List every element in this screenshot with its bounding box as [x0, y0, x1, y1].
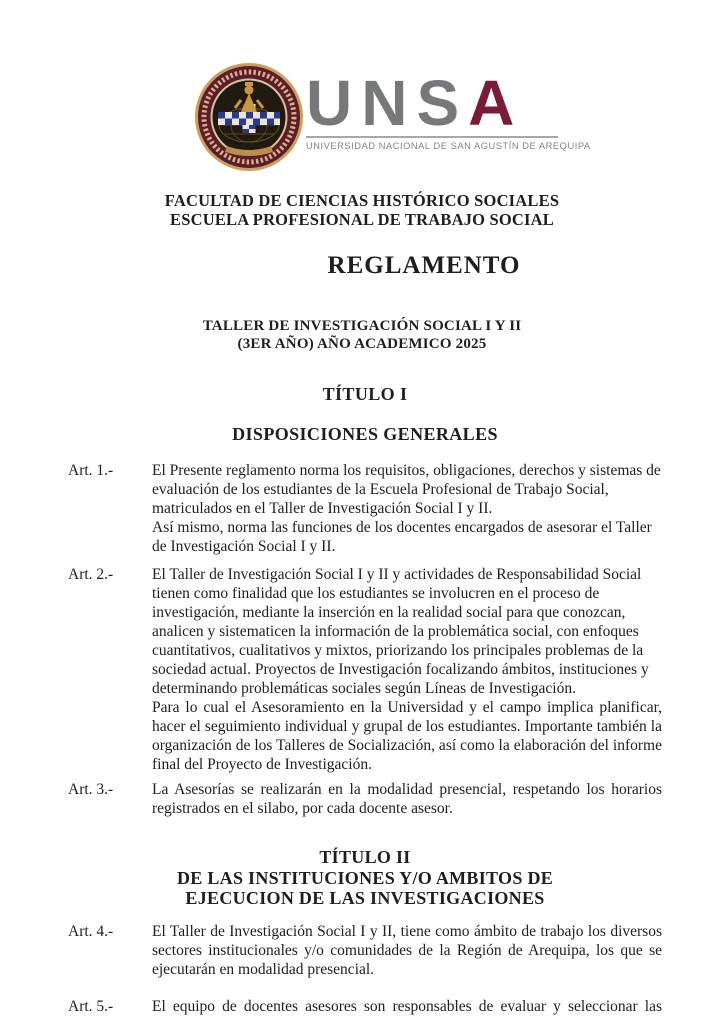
- article-4-paragraph-1: El Taller de Investigación Social I y II, tiene como ámbito de trabajo los diversos sectores institucionales y/o comunidades de la Región de Arequipa, los que se ejecutarán en modalidad presencial.: [152, 922, 662, 978]
- article-4-label: Art. 4.-: [68, 922, 114, 940]
- article-2-paragraph-2: Para lo cual el Asesoramiento en la Universidad y el campo implica planificar, hacer el seguimiento individual y grupal de los estudiantes. Importante también la organización de los Talleres de Socialización, así como la elaboración del informe final del Proyecto de Investigación.: [152, 699, 662, 773]
- document-subtitle: [0, 318, 724, 353]
- article-1: [68, 461, 662, 556]
- article-5: [68, 997, 662, 1016]
- article-2-text: [152, 565, 662, 774]
- unsa-acronym: [306, 67, 591, 139]
- article-1-paragraph-1: El Presente reglamento norma los requisitos, obligaciones, derechos y sistemas de evaluación de los estudiantes de la Escuela Profesional de Trabajo Social, matriculados en el Taller de Investigación Social I y II.: [152, 462, 661, 517]
- school-line: ESCUELA PROFESIONAL DE TRABAJO SOCIAL: [170, 209, 554, 229]
- article-2-paragraph-1: El Taller de Investigación Social I y II y actividades de Responsabilidad Social tienen como finalidad que los estudiantes se involucren en el proceso de investigación, mediante la inserción en la realidad social para que conozcan, analicen y sistematicen la información de la problemática social, con enfoques cuantitativos, cualitativos y mixtos, priorizando los principales problemas de la sociedad actual. Proyectos de Investigación focalizando ámbitos, instituciones y determinando problemáticas sociales según Líneas de Investigación.: [152, 566, 649, 697]
- article-3: [68, 780, 662, 818]
- article-1-paragraph-2: Así mismo, norma las funciones de los docentes encargados de asesorar el Taller de Investigación Social I y II.: [152, 519, 652, 555]
- titulo-2-line-1: TÍTULO II: [319, 847, 411, 867]
- article-3-text: [152, 780, 662, 818]
- titulo-1-heading: TÍTULO I: [322, 384, 408, 404]
- article-2: [68, 565, 662, 774]
- article-3-label: Art. 3.-: [68, 781, 114, 798]
- article-5-label: Art. 5.-: [68, 997, 114, 1015]
- article-1-label: Art. 1.-: [68, 462, 114, 479]
- article-2-label: Art. 2.-: [68, 566, 114, 583]
- faculty-heading: [0, 192, 724, 229]
- titulo-1-subheading: DISPOSICIONES GENERALES: [232, 424, 498, 444]
- university-name: UNIVERSIDAD NACIONAL DE SAN AGUSTÍN DE AREQUIPA: [306, 141, 591, 151]
- document-title: REGLAMENTO: [327, 252, 521, 279]
- article-4-text: [152, 922, 662, 979]
- unsa-logo: [194, 62, 591, 172]
- article-3-paragraph-1: La Asesorías se realizarán en la modalidad presencial, respetando los horarios registrados en el silabo, por cada docente asesor.: [152, 781, 662, 817]
- unsa-acronym-accent: A: [468, 67, 524, 139]
- unsa-logotype: [306, 62, 591, 151]
- article-5-text: [152, 997, 662, 1016]
- document-body: [68, 384, 662, 1024]
- unsa-acronym-gray: UNS: [306, 67, 469, 139]
- article-1-text: [152, 461, 662, 556]
- titulo-2-line-2: DE LAS INSTITUCIONES Y/O AMBITOS DE: [176, 867, 554, 888]
- subtitle-line-1: TALLER DE INVESTIGACIÓN SOCIAL I Y II: [202, 318, 522, 334]
- faculty-line: FACULTAD DE CIENCIAS HISTÓRICO SOCIALES: [164, 191, 560, 210]
- article-5-paragraph-1: El equipo de docentes asesores son responsables de evaluar y seleccionar las: [152, 997, 662, 1015]
- unsa-seal-icon: [194, 62, 304, 172]
- titulo-2-heading: [68, 847, 662, 909]
- subtitle-line-2: (3ER AÑO) AÑO ACADEMICO 2025: [237, 335, 487, 352]
- article-4: [68, 922, 662, 979]
- titulo-2-line-3: EJECUCION DE LAS INVESTIGACIONES: [185, 888, 545, 908]
